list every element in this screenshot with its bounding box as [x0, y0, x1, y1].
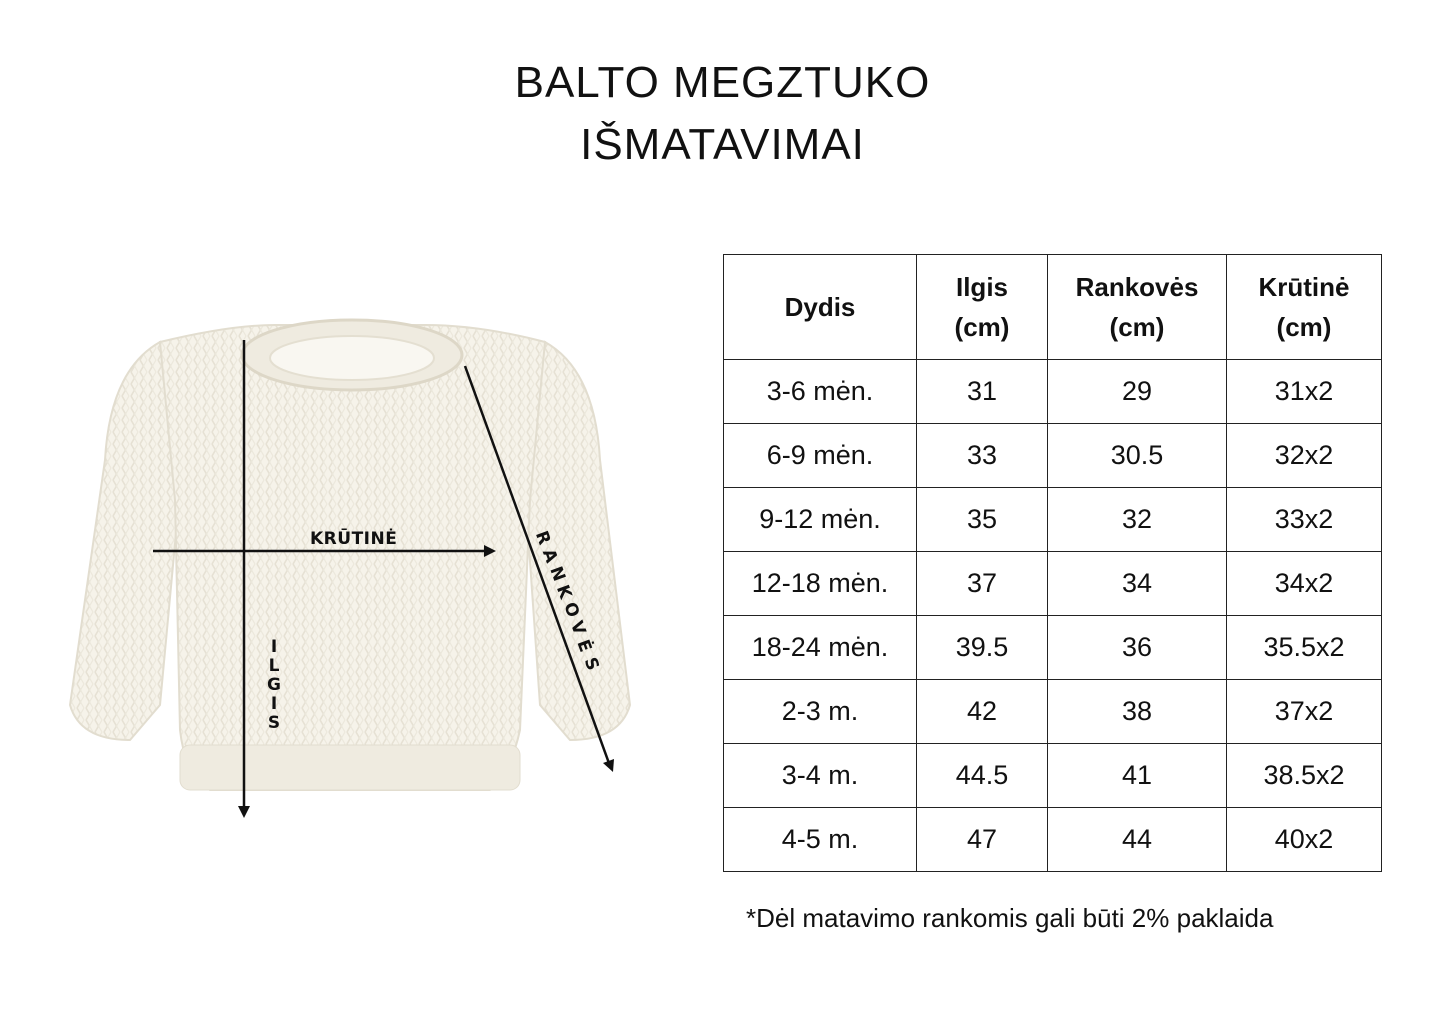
cell-sleeve: 38 [1048, 680, 1227, 744]
cell-chest: 32x2 [1227, 424, 1382, 488]
cell-length: 44.5 [917, 744, 1048, 808]
sleeve-letter: S [579, 654, 603, 674]
table-row [724, 424, 1382, 488]
cell-length: 33 [917, 424, 1048, 488]
cell-chest: 33x2 [1227, 488, 1382, 552]
sweater-body [160, 325, 545, 790]
header-chest-text: Krūtinė [1258, 272, 1350, 302]
table-row [724, 744, 1382, 808]
table-row [724, 616, 1382, 680]
cell-length: 39.5 [917, 616, 1048, 680]
sleeve-letter: O [559, 599, 584, 621]
measurement-note: *Dėl matavimo rankomis gali būti 2% paklaida [746, 903, 1274, 933]
header-length-text: Ilgis [955, 272, 1008, 302]
header-chest-unit: (cm) [1276, 312, 1332, 342]
left-sleeve [70, 342, 180, 740]
table-row [724, 680, 1382, 744]
sleeve-letter: K [551, 582, 576, 602]
cell-size: 6-9 mėn. [724, 424, 917, 488]
cell-length: 37 [917, 552, 1048, 616]
cell-size: 3-4 m. [724, 744, 917, 808]
header-length [917, 255, 1048, 360]
sleeve-letter: N [545, 563, 569, 585]
cell-sleeve: 29 [1048, 360, 1227, 424]
cell-chest: 38.5x2 [1227, 744, 1382, 808]
size-table [723, 254, 1382, 872]
title-line-2: IŠMATAVIMAI [580, 120, 865, 169]
cell-sleeve: 36 [1048, 616, 1227, 680]
length-letter: G [267, 675, 281, 695]
cell-sleeve: 44 [1048, 808, 1227, 872]
length-letter: I [270, 637, 278, 657]
cell-size: 9-12 mėn. [724, 488, 917, 552]
table-row [724, 488, 1382, 552]
hem-rib [180, 745, 520, 790]
length-label [264, 638, 284, 733]
chest-label: KRŪTINĖ [310, 529, 398, 549]
cell-size: 18-24 mėn. [724, 616, 917, 680]
cell-sleeve: 34 [1048, 552, 1227, 616]
length-letter: I [270, 694, 278, 714]
cell-size: 4-5 m. [724, 808, 917, 872]
header-chest [1227, 255, 1382, 360]
page-title [0, 52, 1445, 176]
header-size-text: Dydis [784, 292, 856, 322]
length-letter: L [268, 656, 280, 676]
header-length-unit: (cm) [954, 312, 1010, 342]
cell-length: 42 [917, 680, 1048, 744]
length-letter: S [267, 713, 281, 733]
cell-sleeve: 41 [1048, 744, 1227, 808]
header-size [724, 255, 917, 360]
header-sleeve-unit: (cm) [1109, 312, 1165, 342]
sleeve-letter: A [537, 546, 562, 566]
cell-chest: 40x2 [1227, 808, 1382, 872]
cell-sleeve: 30.5 [1048, 424, 1227, 488]
sleeve-letter: Ė [572, 637, 596, 655]
cell-length: 47 [917, 808, 1048, 872]
cell-size: 3-6 mėn. [724, 360, 917, 424]
sleeve-label [530, 528, 620, 688]
cell-chest: 31x2 [1227, 360, 1382, 424]
cell-length: 35 [917, 488, 1048, 552]
header-sleeve [1048, 255, 1227, 360]
header-sleeve-text: Rankovės [1075, 272, 1199, 302]
sleeve-letter: R [530, 528, 555, 548]
cell-chest: 34x2 [1227, 552, 1382, 616]
cell-chest: 35.5x2 [1227, 616, 1382, 680]
table-row [724, 360, 1382, 424]
table-row [724, 808, 1382, 872]
sleeve-letter: V [565, 618, 590, 638]
table-header-row [724, 255, 1382, 360]
title-line-1: BALTO MEGZTUKO [514, 58, 931, 107]
cell-size: 2-3 m. [724, 680, 917, 744]
sweater-diagram [40, 300, 680, 860]
cell-chest: 37x2 [1227, 680, 1382, 744]
cell-size: 12-18 mėn. [724, 552, 917, 616]
cell-length: 31 [917, 360, 1048, 424]
table-row [724, 552, 1382, 616]
cell-sleeve: 32 [1048, 488, 1227, 552]
